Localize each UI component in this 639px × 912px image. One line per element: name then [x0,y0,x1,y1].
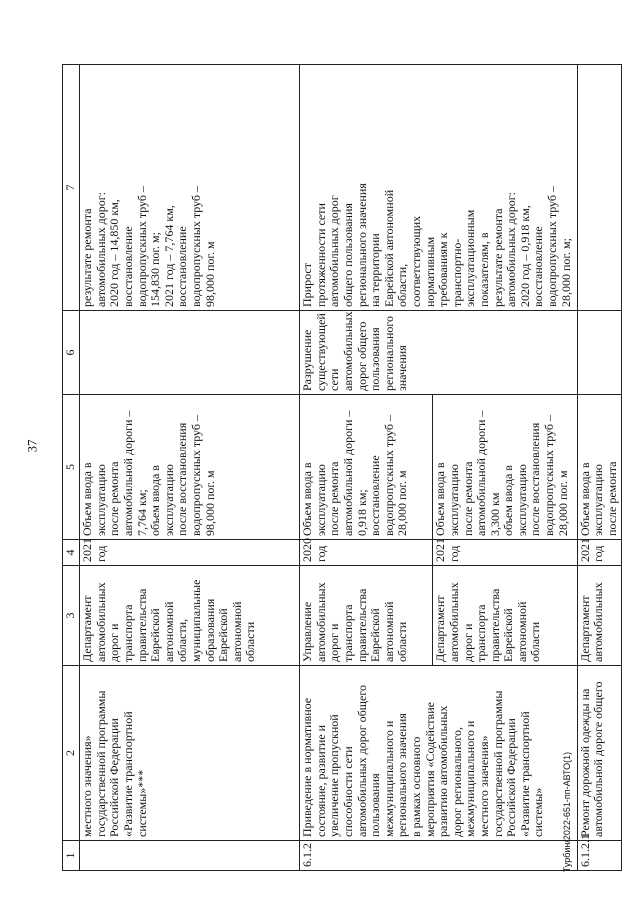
header-cell: 3 [63,566,80,666]
header-cell: 1 [63,841,80,871]
table-row [300,65,433,871]
responsible-executor: Департамент автомобильных дорог и транспорта правительства Еврейской автономной области [433,566,577,666]
row-number: 6.1.2 [300,841,578,871]
year: 2020 год [300,540,433,566]
consequences [577,311,621,395]
header-cell: 4 [63,540,80,566]
responsible-executor: Департамент автомобильных [577,566,621,666]
header-cell: 6 [63,311,80,395]
responsible-executor: Департамент автомобильных дорог и транспорта правительства Еврейской автономной области, муниципальные образования Еврейской автономной области [80,566,300,666]
measures-table [62,64,622,871]
header-cell: 7 [63,65,80,311]
expected-result: Объем ввода в эксплуатацию после ремонта [577,395,621,540]
year: 2021 год [433,540,577,566]
header-cell: 2 [63,666,80,841]
expected-result: Объем ввода в эксплуатацию после ремонта автомобильной дороги – 3,300 км объем ввода в эксплуатацию после восстановления водопропускных труб – 28,000 пог. м [433,395,577,540]
table-container [62,65,622,871]
measure-name: Ремонт дорожной одежды на автомобильной дороге общего [577,666,621,841]
row-number [80,841,300,871]
table-header-row [63,65,80,871]
table-row [577,65,621,871]
header-cell: 5 [63,395,80,540]
row-number: 6.1.2.1 [577,841,621,871]
indicator [577,65,621,311]
expected-result: Объем ввода в эксплуатацию после ремонта автомобильной дороги – 7,764 км; объем ввода в эксплуатацию после восстановления водопропускных труб – 98,000 пог. м [80,395,300,540]
page-number: 37 [24,439,40,453]
consequences [80,311,300,395]
year: 2021 год [80,540,300,566]
document-code: Турбин/2022-651-пп-АВТО(1) [562,751,572,873]
measure-name: Приведение в нормативное состояние, развитие и увеличение пропускной способности сети автомобильных дорог общего пользования межмуниципального и регионального значения в рамках основного мероприятия «Содействие развитию автомобильных дорог регионального, межмуниципального и местного значения» государственной программы Российской Федерации «Развитие транспортной системы» [300,666,578,841]
indicator: результате ремонта автомобильных дорог: 2020 год – 14,850 км, восстановление водопропускных труб – 154,830 пог. м; 2021 год – 7,764 км, восстановление водопропускных труб – 98,000 пог. м [80,65,300,311]
year: 2021 год [577,540,621,566]
expected-result: Объем ввода в эксплуатацию после ремонта автомобильной дороги – 0,918 км; восстановление водопропускных труб – 28,000 пог. м [300,395,433,540]
measure-name: местного значения» государственной программы Российской Федерации «Развитие транспортной системы»*** [80,666,300,841]
indicator: Прирост протяженности сети автомобильных дорог общего пользования регионального значения на территории Еврейской автономной области, соответствующих нормативным требованиям к транспортно- эксплуатационным показателям, в результате ремонта автомобильных дорог: 2020 год – 0,918 км, восстановление водопропускных труб – 28,000 пог. м; [300,65,578,311]
table-row [80,65,300,871]
consequences: Разрушение существующей сети автомобильных дорог общего пользования регионального значения [300,311,578,395]
responsible-executor: Управление автомобильных дорог и транспорта правительства Еврейской автономной области [300,566,433,666]
